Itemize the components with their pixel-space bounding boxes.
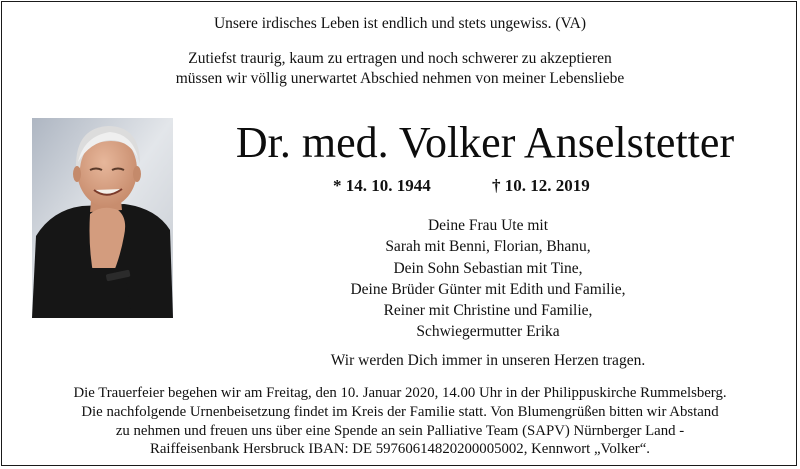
family-line: Dein Sohn Sebastian mit Tine, [393,259,583,277]
death-date: † 10. 12. 2019 [492,176,590,195]
intro-text [0,49,800,89]
intro-line: Zutiefst traurig, kaum zu ertragen und noch schwerer zu akzeptieren [188,50,612,67]
funeral-notice [0,384,800,459]
notice-line: Die Trauerfeier begehen wir am Freitag, den 10. Januar 2020, 14.00 Uhr in der Philippuskirche Rummelsberg. [73,385,727,401]
family-line: Deine Brüder Günter mit Edith und Familie, [350,280,626,298]
closing-line: Wir werden Dich immer in unseren Herzen tragen. [330,352,646,369]
family-line: Sarah mit Benni, Florian, Bhanu, [385,238,591,256]
family-line: Deine Frau Ute mit [427,217,549,234]
portrait-photo [32,118,173,318]
motto: Unsere irdisches Leben ist endlich und stets ungewiss. (VA) [213,15,587,32]
deceased-name: Dr. med. Volker Anselstetter [235,118,735,167]
birth-date: * 14. 10. 1944 [333,176,431,195]
notice-line: Raiffeisenbank Hersbruck IBAN: DE 59760614820200005002, Kennwort „Volker“. [150,441,650,458]
notice-line: Die nachfolgende Urnenbeisetzung findet im Kreis der Familie statt. Von Blumengrüßen bitten wir Abstand [81,403,719,420]
family-line: Reiner mit Christine und Familie, [383,302,593,320]
family-list [288,215,688,343]
family-line: Schwiegermutter Erika [416,323,560,341]
intro-line: müssen wir völlig unerwartet Abschied nehmen von meiner Lebensliebe [175,70,625,87]
notice-line: zu nehmen und freuen uns über eine Spende an sein Palliative Team (SAPV) Nürnberger Land - [115,422,685,439]
